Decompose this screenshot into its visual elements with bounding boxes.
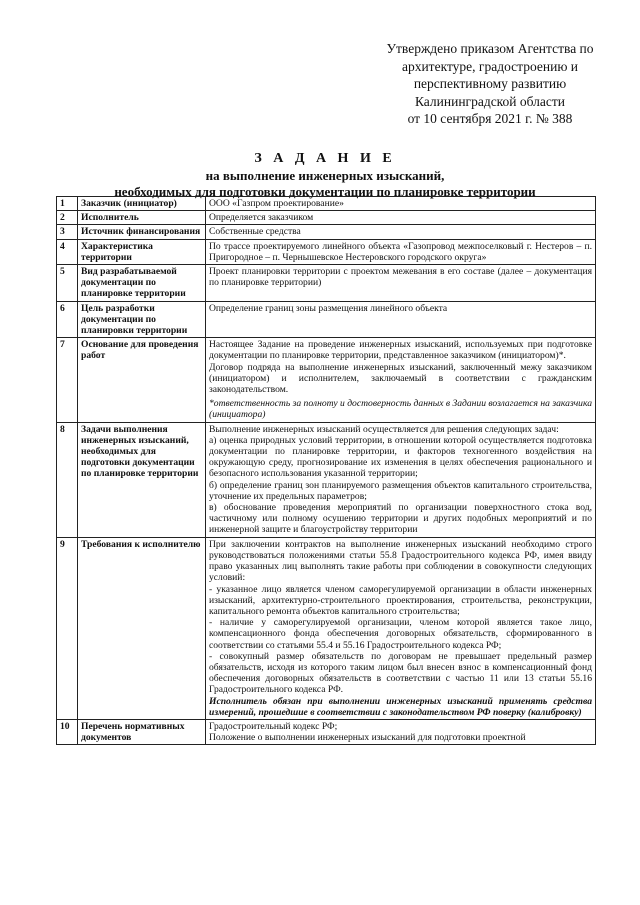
- row-text: Градостроительный кодекс РФ;: [209, 720, 338, 732]
- row-text: а) оценка природных условий территории, в отношении которой осуществляется подготовка документации по планировке территории, и факторов техногенного воздействия на окружающую среду, прогнозирование их изменения в целях обеспечения рационального и безопасного использования указанной территории;: [209, 434, 592, 480]
- row-value: [206, 211, 596, 225]
- row-label: Характеристика территории: [78, 239, 206, 264]
- table-row: [57, 719, 596, 744]
- row-value: [206, 239, 596, 264]
- table-row: [57, 338, 596, 422]
- row-number: 9: [57, 537, 78, 719]
- row-text: Проект планировки территории с проектом межевания в его составе (далее – документация по планировке территории): [209, 266, 592, 289]
- document-title: [40, 150, 610, 200]
- table-row: [57, 225, 596, 239]
- approval-block: [368, 40, 612, 128]
- approval-line: Утверждено приказом Агентства по: [386, 41, 594, 56]
- row-value: [206, 301, 596, 338]
- table-row: [57, 197, 596, 211]
- responsibility-note: *ответственность за полноту и достоверность данных в Задании возлагается на заказчика (инициатора): [209, 398, 592, 421]
- row-label: Задачи выполнения инженерных изысканий, необходимых для подготовки документации по планировке территории: [78, 422, 206, 537]
- row-value: [206, 225, 596, 239]
- emphasis-text: Исполнитель обязан при выполнении инженерных изысканий применять средства измерений, прошедшие в соответствии с законодательством РФ поверку (калибровку): [209, 695, 592, 718]
- row-value: [206, 422, 596, 537]
- approval-line: от 10 сентября 2021 г. № 388: [407, 111, 573, 126]
- title-line-2: на выполнение инженерных изысканий,: [205, 168, 445, 183]
- row-value: [206, 265, 596, 302]
- row-text: Собственные средства: [209, 226, 301, 238]
- row-text: б) определение границ зон планируемого размещения объектов капитального строительства, уточнение их предельных параметров;: [209, 479, 592, 502]
- row-text: - совокупный размер обязательств по договорам не превышает предельный размер обязательств, исходя из которого таким лицом был внесен взнос в компенсационный фонд обеспечения договорных обязательств в соответствии с частью 11 или 13 статьи 55.16 Градостроительного кодекса РФ.: [209, 650, 592, 696]
- approval-line: Калининградской области: [414, 93, 566, 109]
- task-table: [56, 196, 596, 745]
- row-text: Выполнение инженерных изысканий осуществляется для решения следующих задач:: [209, 423, 559, 435]
- table-row: [57, 265, 596, 302]
- row-text: По трассе проектируемого линейного объекта «Газопровод межпоселковый г. Нестеров – п. Пригородное – п. Чернышевское Нестеровского городского округа»: [209, 240, 592, 263]
- row-label: Вид разрабатываемой документации по планировке территории: [78, 265, 206, 302]
- row-value: [206, 719, 596, 744]
- row-label: Источник финансирования: [78, 225, 206, 239]
- table-row: [57, 301, 596, 338]
- row-label: Заказчик (инициатор): [78, 197, 206, 211]
- row-number: 6: [57, 301, 78, 338]
- row-value: [206, 197, 596, 211]
- title-line-1: З А Д А Н И Е: [254, 151, 396, 166]
- table-row: [57, 422, 596, 537]
- row-text: ООО «Газпром проектирование»: [209, 198, 344, 209]
- table-row: [57, 239, 596, 264]
- row-number: 4: [57, 239, 78, 264]
- row-value: [206, 537, 596, 719]
- row-text: - указанное лицо является членом саморегулируемой организации в области инженерных изысканий, архитектурно-строительного проектирования, строительства, реконструкции, капитального ремонта объектов капитального строительства;: [209, 583, 592, 617]
- row-number: 10: [57, 719, 78, 744]
- row-value: [206, 338, 596, 422]
- row-number: 8: [57, 422, 78, 537]
- row-label: Требования к исполнителю: [78, 537, 206, 719]
- row-text: Настоящее Задание на проведение инженерных изысканий, используемых при подготовке документации по планировке территории, представленное заказчиком (инициатором)*.: [209, 339, 592, 362]
- row-number: 5: [57, 265, 78, 302]
- row-text: в) обоснование проведения мероприятий по организации поверхностного стока вод, частичному или полному осушению территории и других подобных мероприятий и по инженерной защите и благоустройству территории: [209, 502, 592, 536]
- row-number: 7: [57, 338, 78, 422]
- row-label: Перечень нормативных документов: [78, 719, 206, 744]
- row-label: Исполнитель: [78, 211, 206, 225]
- row-text: Определение границ зоны размещения линейного объекта: [209, 302, 448, 314]
- table-row: [57, 211, 596, 225]
- table-row: [57, 537, 596, 719]
- row-number: 1: [57, 197, 78, 211]
- row-text: Положение о выполнении инженерных изысканий для подготовки проектной: [209, 732, 526, 744]
- row-text: Договор подряда на выполнение инженерных изысканий, заключенный межу заказчиком (инициатором) и исполнителем, заключаемый в соответствии с гражданским законодательством.: [209, 361, 592, 396]
- row-text: - наличие у саморегулируемой организации, членом которой является такое лицо, компенсационного фонда обеспечения договорных обязательств, сформированного в соответствии со статьями 55.4 и 55.16 Градостроительного кодекса РФ;: [209, 617, 592, 651]
- row-text: При заключении контрактов на выполнение инженерных изысканий необходимо строго руководствоваться положениями статьи 55.8 Градостроительного кодекса РФ, имея ввиду право указанных лиц выполнять такие работы при соблюдении в совокупности следующих условий:: [209, 538, 592, 584]
- title-line-3: необходимых для подготовки документации по планировке территории: [114, 184, 536, 199]
- row-label: Основание для проведения работ: [78, 338, 206, 422]
- row-number: 2: [57, 211, 78, 225]
- row-text: Определяется заказчиком: [209, 212, 314, 224]
- row-label: Цель разработки документации по планировки территории: [78, 301, 206, 338]
- approval-line: архитектуре, градостроению и: [401, 58, 579, 74]
- row-number: 3: [57, 225, 78, 239]
- approval-line: перспективному развитию: [413, 76, 567, 91]
